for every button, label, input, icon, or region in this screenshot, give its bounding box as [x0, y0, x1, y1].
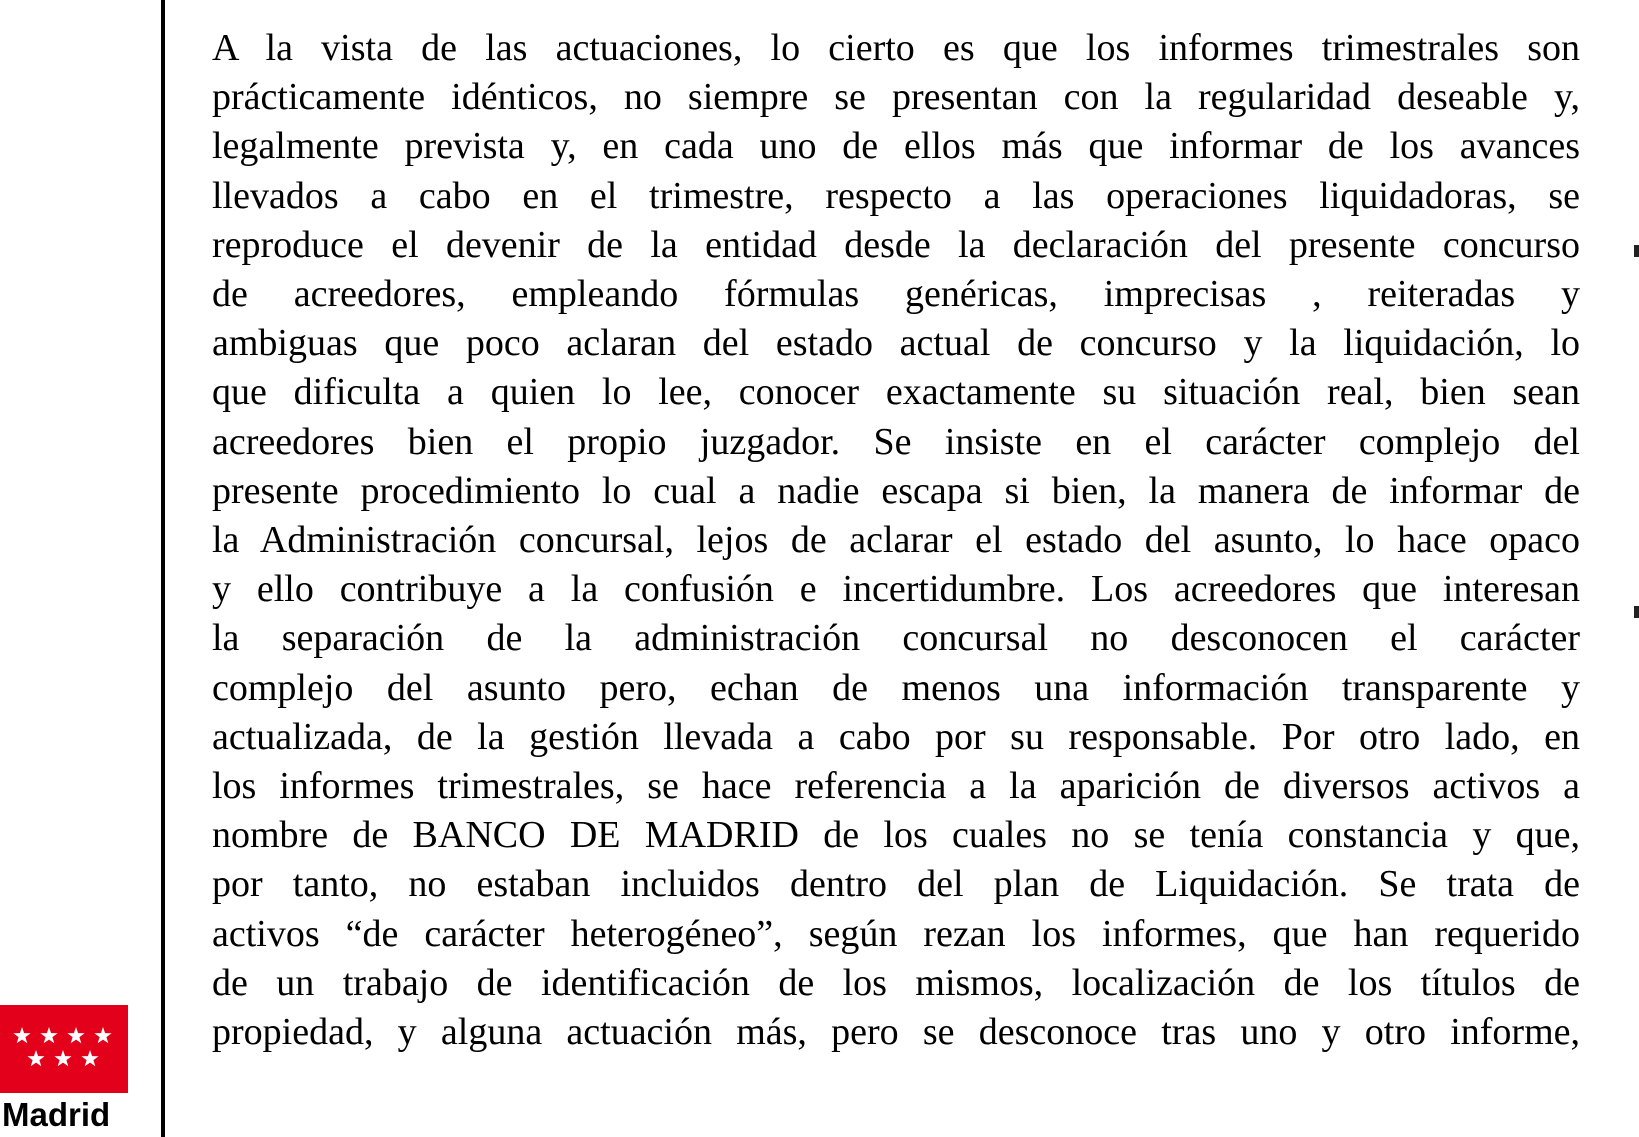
paragraph-line: de acreedores, empleando fórmulas genéricas, imprecisas , reiteradas y [212, 273, 1580, 316]
paragraph-line: activos “de carácter heterogéneo”, según rezan los informes, que han requerido [212, 912, 1580, 955]
paragraph-line: por tanto, no estaban incluidos dentro del plan de Liquidación. Se trata de [212, 863, 1580, 906]
paragraph-line: de un trabajo de identificación de los mismos, localización de los títulos de [212, 961, 1580, 1004]
paragraph-line: los informes trimestrales, se hace referencia a la aparición de diversos activos a [212, 765, 1580, 808]
page-edge-mark [1634, 606, 1639, 618]
paragraph-line: acreedores bien el propio juzgador. Se insiste en el carácter complejo del [212, 420, 1580, 463]
paragraph-line: presente procedimiento lo cual a nadie escapa si bien, la manera de informar de [212, 469, 1580, 512]
paragraph-line: nombre de BANCO DE MADRID de los cuales no se tenía constancia y que, [212, 814, 1580, 857]
paragraph-line: ambiguas que poco aclaran del estado actual de concurso y la liquidación, lo [212, 322, 1580, 365]
document-paragraph [212, 24, 1580, 1057]
paragraph-line: propiedad, y alguna actuación más, pero se desconoce tras uno y otro informe, [212, 1011, 1580, 1054]
paragraph-line: reproduce el devenir de la entidad desde la declaración del presente concurso [212, 223, 1580, 266]
madrid-logo [0, 1005, 128, 1093]
paragraph-line: que dificulta a quien lo lee, conocer exactamente su situación real, bien sean [212, 371, 1580, 414]
paragraph-line: prácticamente idénticos, no siempre se presentan con la regularidad deseable y, [212, 76, 1580, 119]
paragraph-line: la Administración concursal, lejos de aclarar el estado del asunto, lo hace opaco [212, 519, 1580, 562]
paragraph-line: legalmente prevista y, en cada uno de ellos más que informar de los avances [212, 125, 1580, 168]
margin-rule [161, 0, 165, 1137]
madrid-seven-stars-icon [0, 1019, 128, 1079]
paragraph-line: actualizada, de la gestión llevada a cabo por su responsable. Por otro lado, en [212, 715, 1580, 758]
paragraph-line: complejo del asunto pero, echan de menos una información transparente y [212, 666, 1580, 709]
madrid-logo-text: Madrid [2, 1096, 111, 1133]
paragraph-line: A la vista de las actuaciones, lo cierto es que los informes trimestrales son [212, 27, 1580, 69]
page-edge-mark [1634, 245, 1639, 257]
paragraph-line: llevados a cabo en el trimestre, respecto a las operaciones liquidadoras, se [212, 174, 1580, 217]
paragraph-line: y ello contribuye a la confusión e incertidumbre. Los acreedores que interesan [212, 568, 1580, 611]
paragraph-line: la separación de la administración concursal no desconocen el carácter [212, 617, 1580, 660]
